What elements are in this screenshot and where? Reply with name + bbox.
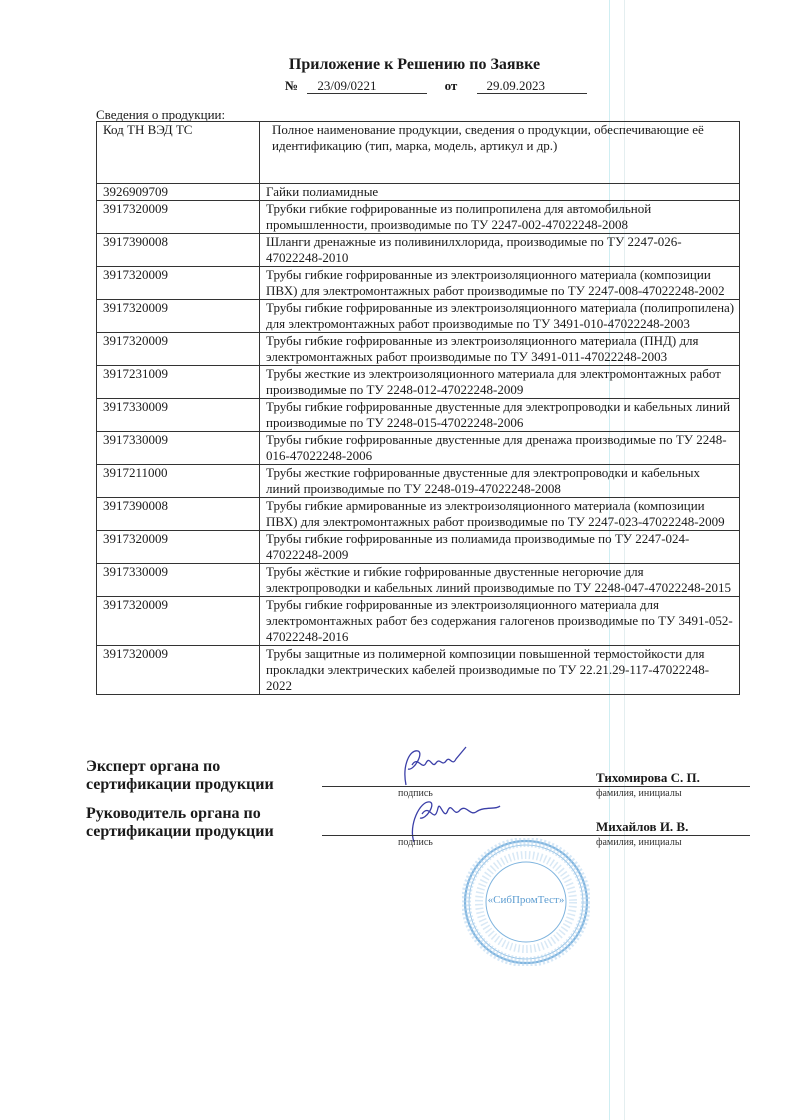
product-name-cell: Трубы гибкие гофрированные из электроизоляционного материала (ПНД) для электромонтажных работ производимые по ТУ 3491-011-47022248-2003 [260,333,740,366]
product-code-cell: 3917320009 [97,300,260,333]
table-row [97,646,740,695]
product-code-cell: 3917320009 [97,597,260,646]
signer-name-head: Михайлов И. В. [596,819,689,834]
table-row [97,498,740,531]
table-row [97,184,740,201]
document-date: 29.09.2023 [477,79,587,94]
product-name-cell: Трубы гибкие гофрированные двустенные для электропроводки и кабельных линий производимые по ТУ 2248-015-47022248-2006 [260,399,740,432]
product-name-cell: Трубы гибкие гофрированные двустенные для дренажа производимые по ТУ 2248-016-47022248-2006 [260,432,740,465]
signature-caption: подпись [398,788,433,799]
product-name-cell: Трубы гибкие армированные из электроизоляционного материала (композиции ПВХ) для электромонтажных работ производимые по ТУ 2247-023-47022248-2009 [260,498,740,531]
table-row [97,366,740,399]
product-name-cell: Трубы гибкие гофрированные из электроизоляционного материала (композиции ПВХ) для электромонтажных работ производимые по ТУ 2247-008-47022248-2002 [260,267,740,300]
signature-caption: подпись [398,837,433,848]
signature-line [322,786,750,787]
name-caption: фамилия, инициалы [596,788,682,799]
column-header-name: Полное наименование продукции, сведения о продукции, обеспечивающие её идентификацию (тип, марка, модель, артикул и др.) [260,122,740,184]
date-label: от [444,78,458,93]
column-header-code: Код ТН ВЭД ТС [97,122,260,184]
name-caption: фамилия, инициалы [596,837,682,848]
product-name-cell: Трубки гибкие гофрированные из полипропилена для автомобильной промышленности, производимые по ТУ 2247-002-47022248-2008 [260,201,740,234]
signer-role-expert: Эксперт органа по сертификации продукции [86,758,274,793]
stamp-center-text: «СибПромТест» [487,894,565,906]
product-code-cell: 3917390008 [97,498,260,531]
product-code-cell: 3926909709 [97,184,260,201]
product-name-cell: Гайки полиамидные [260,184,740,201]
product-code-cell: 3917330009 [97,399,260,432]
signature-line [322,835,750,836]
product-code-cell: 3917231009 [97,366,260,399]
signer-name-expert: Тихомирова С. П. [596,770,700,785]
table-row [97,564,740,597]
product-code-cell: 3917320009 [97,267,260,300]
table-row [97,432,740,465]
document-number: 23/09/0221 [307,79,427,94]
table-row [97,267,740,300]
table-header-row [97,122,740,184]
product-name-cell: Трубы жесткие гофрированные двустенные для электропроводки и кабельных линий производимые по ТУ 2248-019-47022248-2008 [260,465,740,498]
product-code-cell: 3917390008 [97,234,260,267]
table-row [97,531,740,564]
product-name-cell: Трубы гибкие гофрированные из электроизоляционного материала (полипропилена) для электромонтажных работ производимые по ТУ 3491-010-47022248-2003 [260,300,740,333]
product-name-cell: Трубы защитные из полимерной композиции повышенной термостойкости для прокладки электрических кабелей производимые по ТУ 22.21.29-117-47022248-2022 [260,646,740,695]
number-label: № [285,78,299,93]
table-row [97,333,740,366]
signature-expert-icon [396,745,476,789]
product-code-cell: 3917320009 [97,333,260,366]
organization-stamp [462,838,590,966]
product-name-cell: Трубы жесткие из электроизоляционного материала для электромонтажных работ производимые по ТУ 2248-012-47022248-2009 [260,366,740,399]
table-row [97,234,740,267]
product-name-cell: Шланги дренажные из поливинилхлорида, производимые по ТУ 2247-026-47022248-2010 [260,234,740,267]
product-code-cell: 3917320009 [97,646,260,695]
products-table [96,121,740,695]
document-title: Приложение к Решению по Заявке [288,56,541,73]
table-row [97,597,740,646]
product-code-cell: 3917320009 [97,531,260,564]
product-code-cell: 3917330009 [97,432,260,465]
product-name-cell: Трубы жёсткие и гибкие гофрированные двустенные негорючие для электропроводки и кабельных линий производимые по ТУ 2248-047-47022248-2015 [260,564,740,597]
table-row [97,399,740,432]
product-code-cell: 3917211000 [97,465,260,498]
document-number-line [285,78,587,94]
signer-role-head: Руководитель органа по сертификации продукции [86,805,274,840]
product-code-cell: 3917320009 [97,201,260,234]
table-row [97,465,740,498]
product-name-cell: Трубы гибкие гофрированные из электроизоляционного материала для электромонтажных работ без содержания галогенов производимые по ТУ 3491-052-47022248-2016 [260,597,740,646]
table-row [97,201,740,234]
products-section-label: Сведения о продукции: [96,107,226,122]
product-code-cell: 3917330009 [97,564,260,597]
table-row [97,300,740,333]
product-name-cell: Трубы гибкие гофрированные из полиамида производимые по ТУ 2247-024-47022248-2009 [260,531,740,564]
